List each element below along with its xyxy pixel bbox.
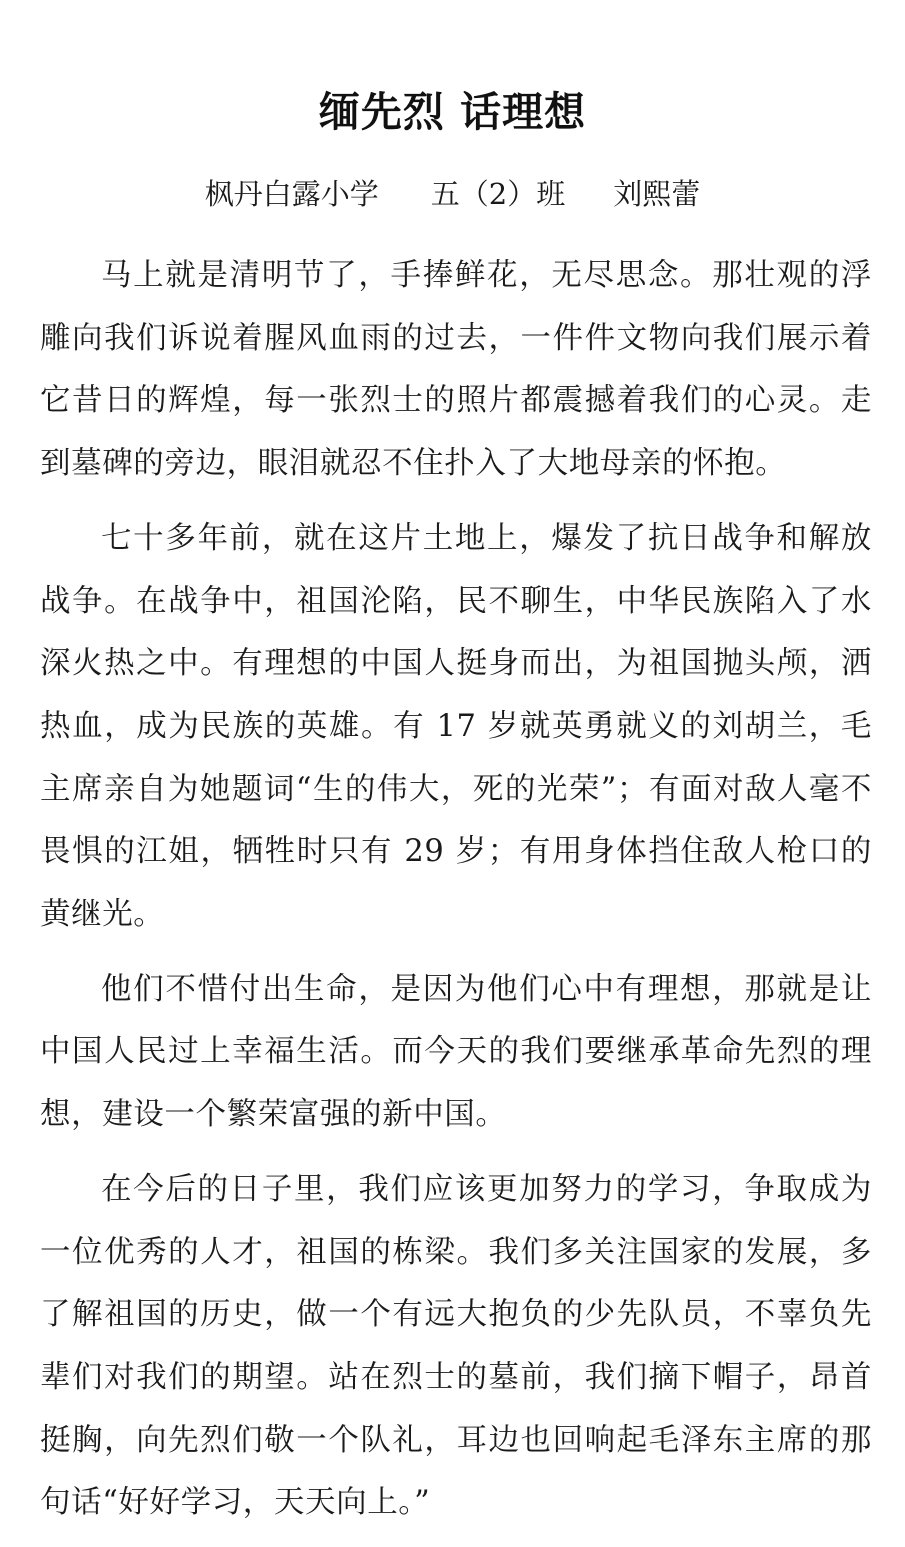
paragraph-4: 在今后的日子里，我们应该更加努力的学习，争取成为一位优秀的人才，祖国的栋梁。我们多关注国家的发展，多了解祖国的历史，做一个有远大抱负的少先队员，不辜负先辈们对我们的期望。站在烈士的墓前，我们摘下帽子，昂首挺胸，向先烈们敬一个队礼，耳边也回响起毛泽东主席的那句话“好好学习，天天向上。”: [40, 1171, 872, 1521]
author-name: 刘熙蕾: [613, 177, 701, 211]
paragraph-1: 马上就是清明节了，手捧鲜花，无尽思念。那壮观的浮雕向我们诉说着腥风血雨的过去，一件件文物向我们展示着它昔日的辉煌，每一张烈士的照片都震撼着我们的心灵。走到墓碑的旁边，眼泪就忍不住扑入了大地母亲的怀抱。: [40, 258, 872, 482]
paragraph-2: 七十多年前，就在这片土地上，爆发了抗日战争和解放战争。在战争中，祖国沦陷，民不聊生，中华民族陷入了水深火热之中。有理想的中国人挺身而出，为祖国抛头颅，洒热血，成为民族的英雄。有 17 岁就英勇就义的刘胡兰，毛主席亲自为她题词“生的伟大，死的光荣”；有面对敌人毫不畏惧的江姐，牺牲时只有 29 岁；有用身体挡住敌人枪口的黄继光。: [40, 520, 872, 933]
paragraph-3: 他们不惜付出生命，是因为他们心中有理想，那就是让中国人民过上幸福生活。而今天的我们要继承革命先烈的理想，建设一个繁荣富强的新中国。: [40, 971, 872, 1133]
class-name: 五（2）班: [430, 177, 566, 211]
school-name: 枫丹白露小学: [204, 177, 379, 211]
essay-title: 缅先烈 话理想: [318, 88, 587, 136]
essay-body: [40, 245, 872, 1547]
byline: [0, 172, 905, 216]
